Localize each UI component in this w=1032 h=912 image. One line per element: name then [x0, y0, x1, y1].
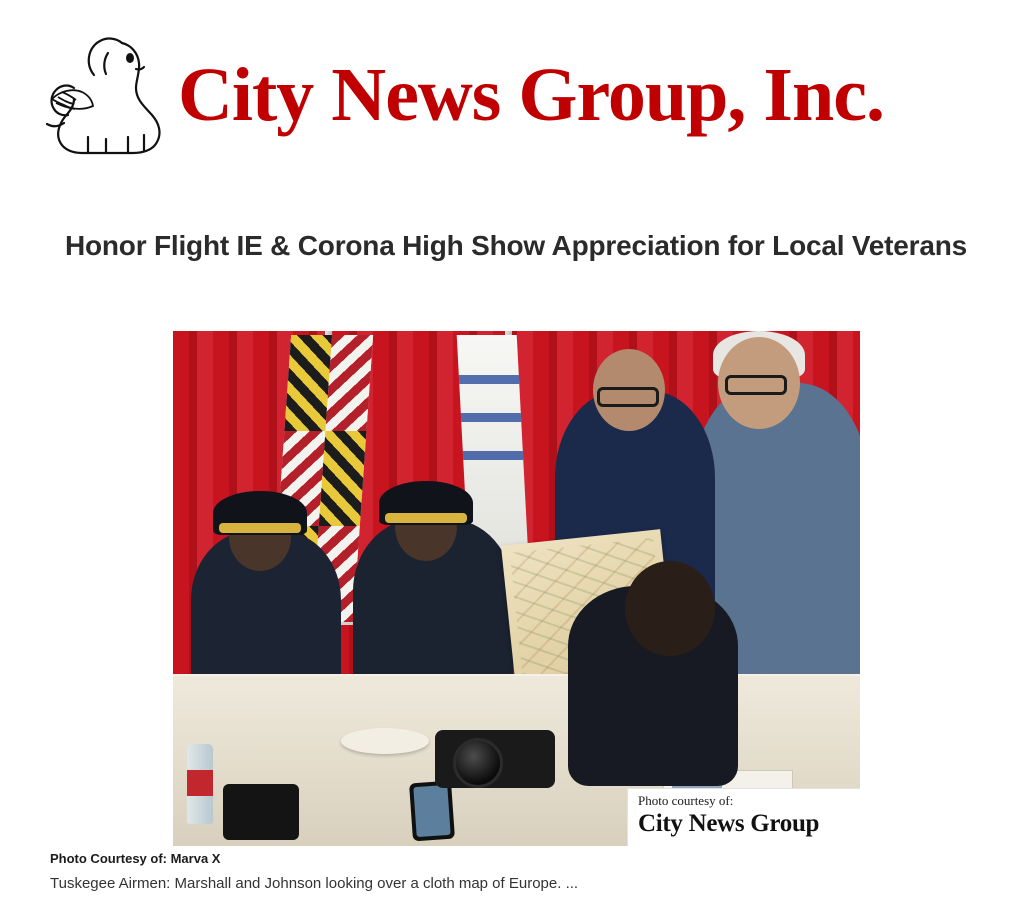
veteran-cap-right: [379, 481, 473, 525]
watermark-line-1: Photo courtesy of:: [638, 793, 734, 808]
photo-illustration: [173, 331, 860, 846]
glasses-icon: [597, 387, 659, 407]
photo-caption: Tuskegee Airmen: Marshall and Johnson looking over a cloth map of Europe. ...: [50, 875, 579, 892]
photo-watermark: [627, 788, 860, 846]
smartphone: [409, 781, 455, 842]
dslr-camera: [435, 730, 555, 788]
glasses-icon: [725, 375, 787, 395]
site-title: City News Group, Inc.: [178, 53, 884, 137]
plate: [341, 728, 429, 754]
camera-bag: [223, 784, 299, 840]
water-bottle: [187, 744, 213, 824]
watermark-line-2: City News Group: [638, 810, 820, 837]
veteran-cap-left: [213, 491, 307, 535]
photo-credit: Photo Courtesy of: Marva X: [50, 851, 221, 866]
article-photo: [173, 331, 860, 846]
site-logo[interactable]: [44, 20, 984, 170]
head-seated-back: [625, 561, 715, 656]
retriever-dog-with-newspaper-icon: [44, 25, 170, 165]
masthead: [0, 0, 1032, 185]
page-title: Honor Flight IE & Corona High Show Appreciation for Local Veterans: [64, 229, 968, 261]
